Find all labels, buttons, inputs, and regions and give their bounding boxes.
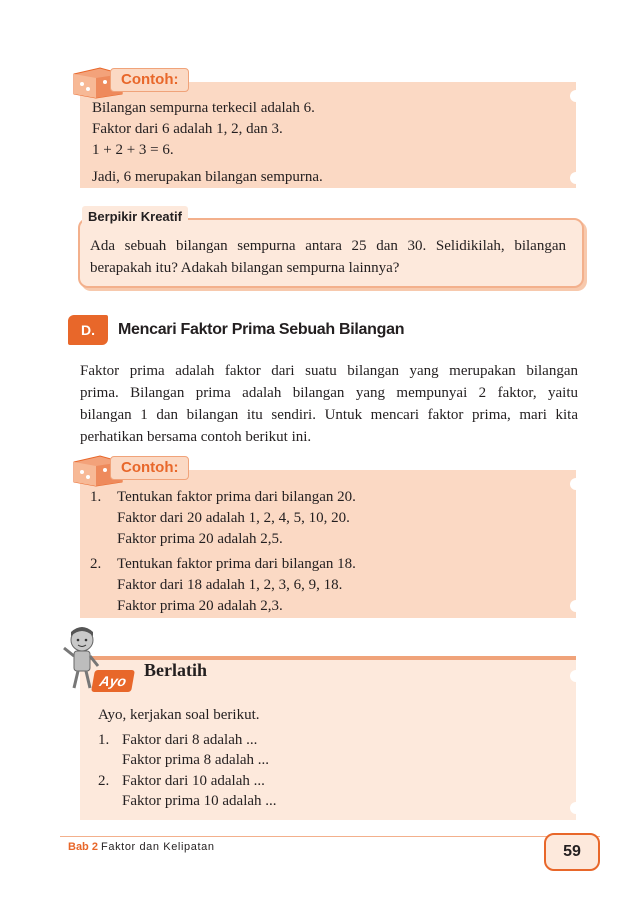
exercise-line: Faktor prima 8 adalah ... — [122, 752, 270, 768]
paragraph-line: bilangan 1 dan bilangan itu sendiri. Untuk mencari faktor prima, mari kita — [80, 407, 578, 423]
paragraph-line: prima. Bilangan prima adalah bilangan yang mempunyai 2 faktor, yaitu — [80, 385, 578, 401]
ayo-badge: Ayo — [91, 670, 135, 692]
footer-chapter — [68, 841, 215, 853]
example-line: Faktor dari 6 adalah 1, 2, dan 3. — [92, 121, 283, 137]
list-item-line: Tentukan faktor prima dari bilangan 18. — [117, 556, 356, 572]
example-line: 1 + 2 + 3 = 6. — [92, 142, 174, 158]
list-item-line: Tentukan faktor prima dari bilangan 20. — [117, 489, 356, 505]
paragraph-line: perhatikan bersama contoh berikut ini. — [80, 429, 312, 445]
section-title: Mencari Faktor Prima Sebuah Bilangan — [118, 321, 405, 338]
list-number: 2. — [98, 773, 110, 789]
list-item-line: Faktor dari 20 adalah 1, 2, 4, 5, 10, 20. — [117, 510, 350, 526]
exercise-line: Faktor prima 10 adalah ... — [122, 793, 277, 809]
example-label: Contoh: — [110, 456, 189, 480]
paragraph-line: Faktor prima adalah faktor dari suatu bilangan yang merupakan bilangan — [80, 363, 578, 379]
list-item-line: Faktor prima 20 adalah 2,3. — [117, 598, 283, 614]
list-number: 2. — [90, 556, 102, 572]
section-number: D. — [68, 315, 108, 345]
section-heading — [68, 316, 404, 344]
example-line: Jadi, 6 merupakan bilangan sempurna. — [92, 169, 323, 185]
exercise-line: Faktor dari 10 adalah ... — [122, 773, 265, 789]
exercise-line: Faktor dari 8 adalah ... — [122, 732, 258, 748]
list-item-line: Faktor prima 20 adalah 2,5. — [117, 531, 283, 547]
creative-thinking-label: Berpikir Kreatif — [82, 206, 188, 228]
footer-divider — [60, 836, 600, 837]
creative-line: berapakah itu? Adakah bilangan sempurna lainnya? — [90, 260, 400, 276]
page-number: 59 — [544, 833, 600, 871]
list-item-line: Faktor dari 18 adalah 1, 2, 3, 6, 9, 18. — [117, 577, 343, 593]
example-label: Contoh: — [110, 68, 189, 92]
chapter-number: Bab 2 — [68, 841, 98, 853]
list-number: 1. — [98, 732, 110, 748]
exercise-title: Berlatih — [144, 660, 207, 680]
chapter-title: Faktor dan Kelipatan — [101, 841, 215, 853]
list-number: 1. — [90, 489, 102, 505]
example-line: Bilangan sempurna terkecil adalah 6. — [92, 100, 315, 116]
creative-line: Ada sebuah bilangan sempurna antara 25 dan 30. Selidikilah, bilangan — [90, 238, 566, 254]
exercise-intro: Ayo, kerjakan soal berikut. — [98, 707, 260, 723]
